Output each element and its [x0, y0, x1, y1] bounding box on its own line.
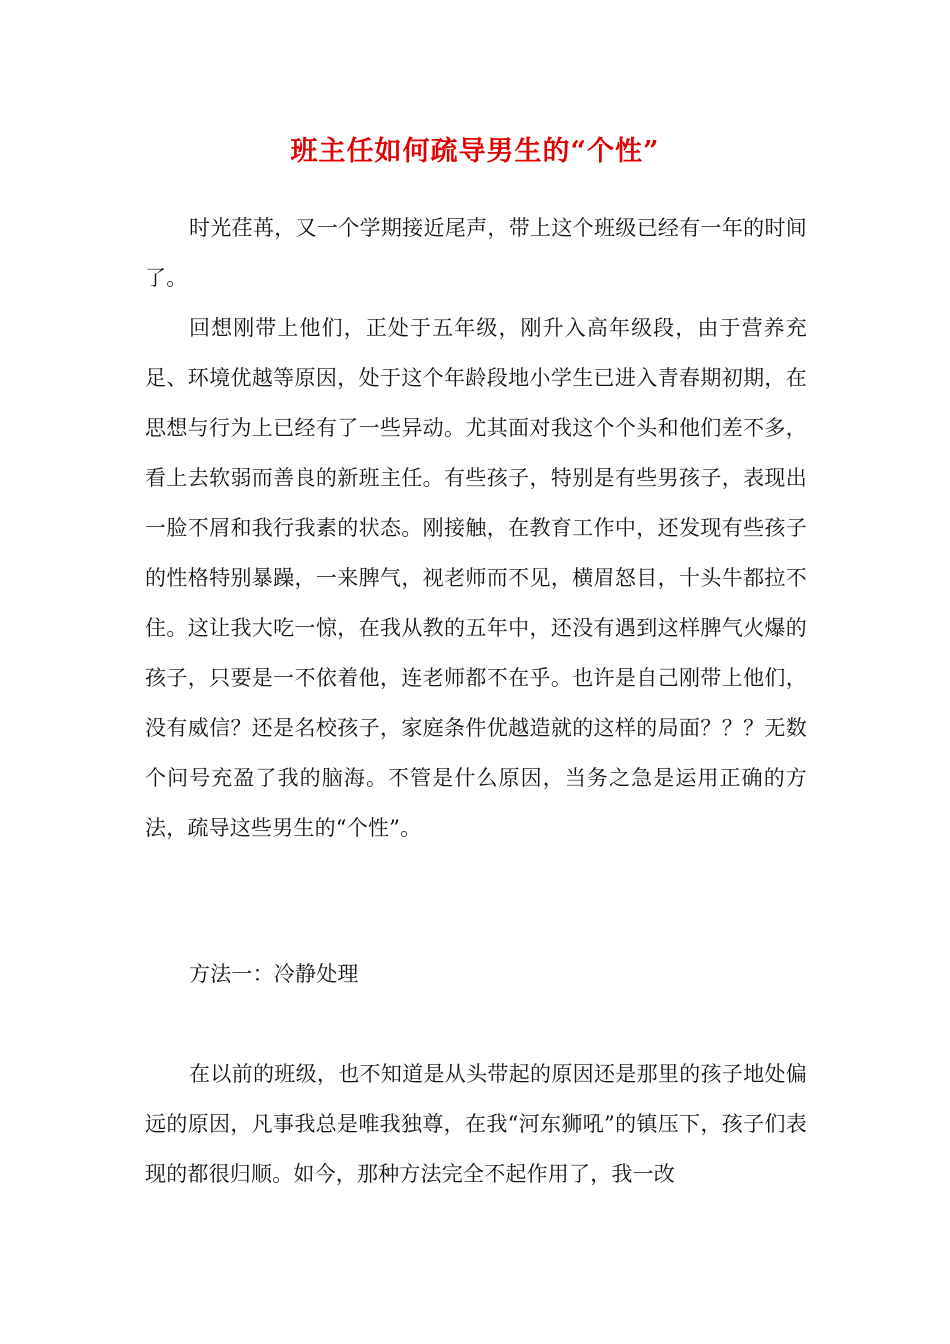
section-heading-method-one: 方法一：冷静处理	[189, 962, 359, 986]
paragraph-method-one: 在以前的班级，也不知道是从头带起的原因还是那里的孩子地处偏远的原因，凡事我总是唯我独尊，在我“河东狮吼”的镇压下，孩子们表现的都很归顺。如今，那种方法完全不起作用了，我一改	[145, 1062, 807, 1186]
paragraph-recollection: 回想刚带上他们，正处于五年级，刚升入高年级段，由于营养充足、环境优越等原因，处于这个年龄段地小学生已进入青春期初期，在思想与行为上已经有了一些异动。尤其面对我这个个头和他们差不多，看上去软弱而善良的新班主任。有些孩子，特别是有些男孩子，表现出一脸不屑和我行我素的状态。刚接触，在教育工作中，还发现有些孩子的性格特别暴躁，一来脾气，视老师而不见，横眉怒目，十头牛都拉不住。这让我大吃一惊，在我从教的五年中，还没有遇到这样脾气火爆的孩子，只要是一不依着他，连老师都不在乎。也许是自己刚带上他们，没有威信？还是名校孩子，家庭条件优越造就的这样的局面？？？无数个问号充盈了我的脑海。不管是什么原因，当务之急是运用正确的方法，疏导这些男生的“个性”。	[145, 316, 807, 840]
paragraph-intro: 时光荏苒，又一个学期接近尾声，带上这个班级已经有一年的时间了。	[145, 216, 807, 290]
document-title: 班主任如何疏导男生的“个性”	[290, 136, 660, 167]
